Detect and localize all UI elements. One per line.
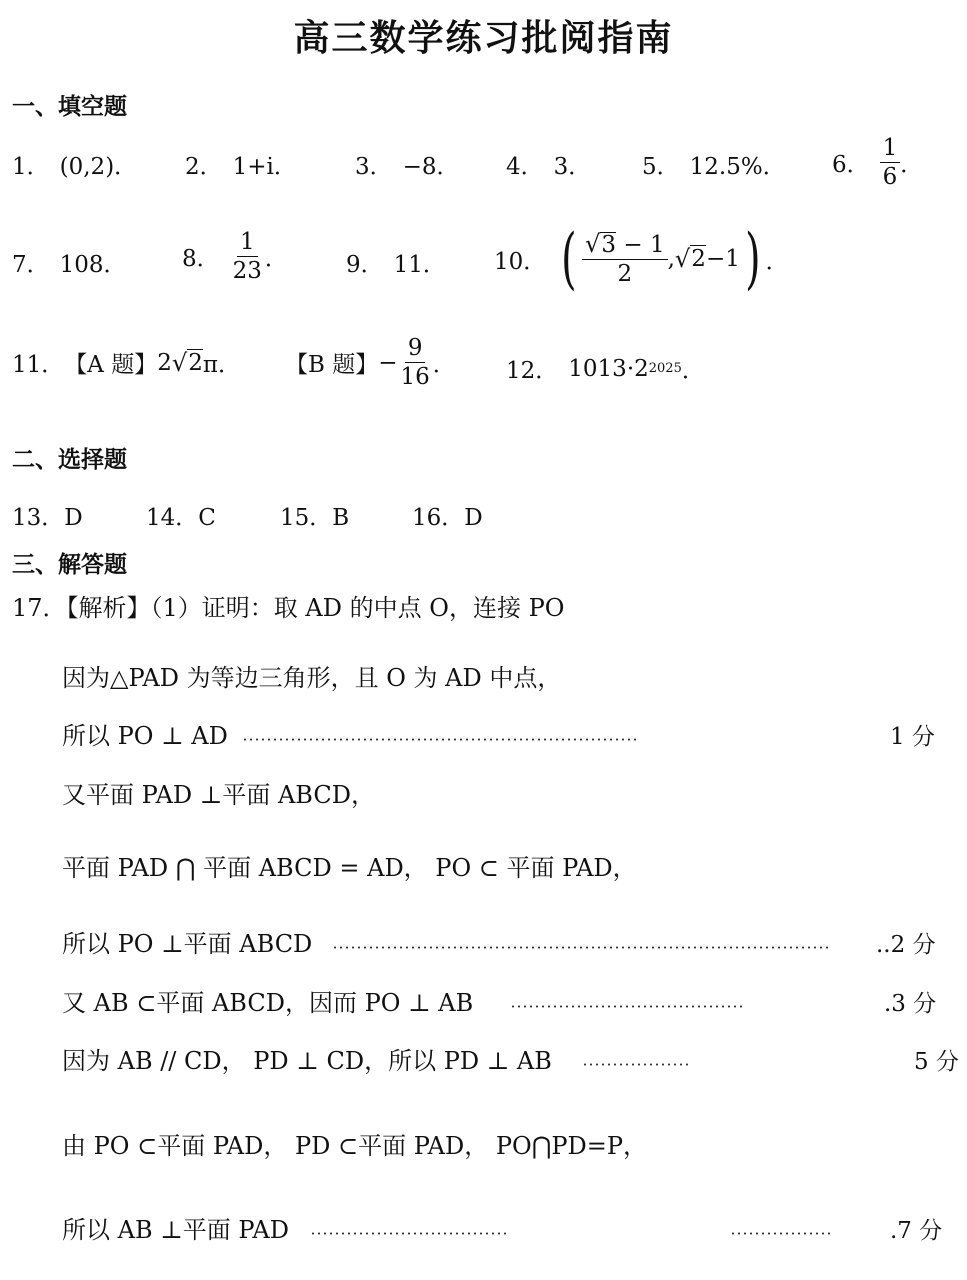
answer-6-fraction: $\frac{1}{6}$ (880, 136, 901, 189)
answer-8: 8． $\frac{1}{23}$ ． (182, 229, 288, 285)
answer-5-value: 12.5%． (689, 154, 786, 180)
solution-17-heading: 17．【解析】（1）证明：取 AD 的中点 O，连接 PO (12, 594, 565, 622)
answer-16: 16．D (412, 505, 483, 531)
solution-line-3: 又平面 PAD ⊥平面 ABCD， (62, 781, 375, 809)
leader-dots (582, 1063, 690, 1066)
answer-1: 1． (0,2)． (12, 148, 137, 181)
answer-11-tag-b: 【B 题】 (285, 352, 379, 379)
solution-line-5: 所以 PO ⊥平面 ABCD (62, 930, 313, 958)
leader-dots (242, 738, 640, 741)
solution-line-2: 所以 PO ⊥ AD (62, 722, 228, 750)
answer-9: 9． 11． (346, 246, 446, 279)
answer-7: 7． 108． (12, 246, 127, 279)
score-5: 5 分 (914, 1049, 959, 1075)
answer-1-value: (0,2)． (59, 154, 138, 180)
solution-line-7: 因为 AB // CD， PD ⊥ CD，所以 PD ⊥ AB (62, 1047, 552, 1075)
section-heading-multiple-choice: 二、选择题 (12, 447, 127, 473)
answer-4-value: 3． (553, 154, 592, 180)
leader-dots (730, 1232, 830, 1235)
section-heading-solutions: 三、解答题 (12, 552, 127, 578)
solution-line-9: 所以 AB ⊥平面 PAD (62, 1216, 289, 1244)
answer-4: 4． 3． (506, 148, 591, 181)
answer-5: 5． 12.5%． (642, 148, 786, 181)
section-heading-fill-in: 一、填空题 (12, 94, 127, 120)
sqrt-3: √ 3 (585, 229, 617, 258)
solution-line-8: 由 PO ⊂平面 PAD， PD ⊂平面 PAD， PO⋂PD=P， (62, 1132, 648, 1160)
answer-12: 12． 1013·2 2025 ． (506, 355, 705, 384)
right-paren: ) (744, 220, 761, 297)
answer-11: 11． 【A 题】 2 √ 2 π． 【B 题】 − $\frac{9}{16}$ ． (12, 335, 456, 391)
answer-10: 10． ( √ 3 − 1 2 , √ 2 −1 ) ． (494, 220, 789, 297)
answer-8-fraction: $\frac{1}{23}$ (232, 229, 262, 285)
answer-14: 14．C (146, 505, 216, 531)
score-1: 1 分 (890, 724, 935, 750)
sqrt-2: √ 2 (674, 245, 706, 273)
leader-dots (310, 1232, 510, 1235)
answer-2-value: 1+i． (232, 154, 297, 180)
solution-line-6: 又 AB ⊂平面 ABCD，因而 PO ⊥ AB (62, 989, 474, 1017)
answer-6: 6． $\frac{1}{6}$ ． (832, 135, 924, 191)
score-7: .7 分 (890, 1218, 943, 1244)
answer-13: 13．D (12, 505, 83, 531)
answer-3: 3． −8． (355, 148, 460, 181)
page-title: 高三数学练习批阅指南 (293, 18, 674, 59)
score-2: ..2 分 (876, 932, 936, 958)
answer-2: 2． 1+i． (185, 148, 297, 181)
leader-dots (332, 946, 828, 949)
answer-9-value: 11． (393, 252, 446, 278)
left-paren: ( (561, 220, 577, 297)
leader-dots (510, 1005, 744, 1008)
answer-10-fraction: √ 3 − 1 2 (582, 232, 668, 287)
answer-3-value: −8． (402, 154, 460, 180)
sqrt-2: √ 2 (171, 348, 203, 377)
answer-11-tag-a: 【A 题】 (64, 352, 158, 379)
answer-7-value: 108． (59, 252, 127, 278)
answer-15: 15．B (280, 505, 350, 531)
answer-11b-fraction: $\frac{9}{16}$ (400, 335, 430, 391)
solution-line-4: 平面 PAD ⋂ 平面 ABCD = AD， PO ⊂ 平面 PAD， (62, 854, 637, 882)
score-3: .3 分 (884, 991, 937, 1017)
solution-line-1: 因为△PAD 为等边三角形，且 O 为 AD 中点， (62, 664, 562, 692)
